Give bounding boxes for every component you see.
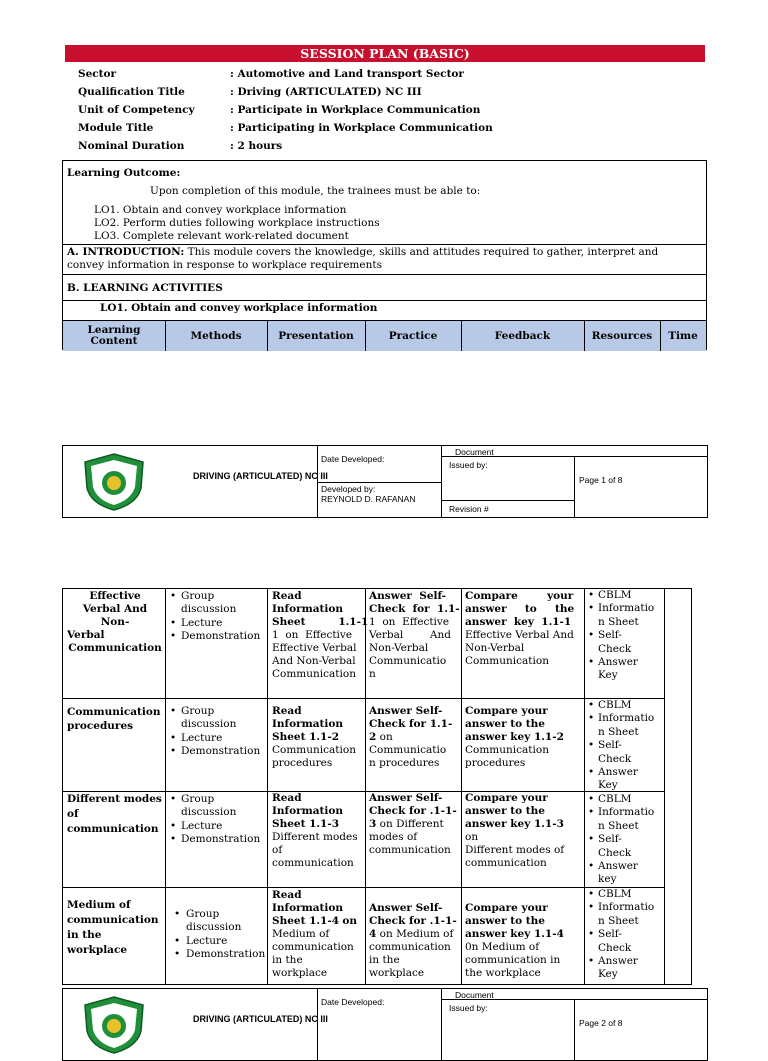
- resource-item: • Informatio: [588, 712, 654, 725]
- cell-line: Non-Verbal: [369, 642, 429, 654]
- cell-line: in the: [369, 954, 400, 966]
- resource-item: n Sheet: [598, 914, 639, 927]
- divider: [63, 300, 706, 301]
- cell-line: Different modes: [272, 831, 358, 843]
- resource-item: Check: [598, 941, 632, 954]
- col-practice: Practice: [388, 329, 438, 342]
- cell-line: answer to the: [465, 603, 575, 615]
- footer-document: Document: [455, 447, 494, 457]
- resource-item: • CBLM: [588, 699, 654, 712]
- cell-line: on Different: [379, 818, 444, 830]
- cell-line: Information: [272, 603, 343, 615]
- feedback-cell: [465, 705, 581, 770]
- col-methods: Methods: [190, 329, 242, 342]
- learning-content-cell: [67, 792, 163, 837]
- method-item: • Demonstration: [170, 948, 265, 961]
- method-item: discussion: [181, 603, 237, 616]
- cell-line: communication: [272, 857, 354, 869]
- method-item: • Demonstration: [170, 630, 260, 643]
- footer-qualification: DRIVING (ARTICULATED) NC III: [193, 1014, 328, 1024]
- cell-line: 0n Medium of: [465, 941, 540, 953]
- method-item: • Group: [170, 908, 265, 921]
- cell-line: Verbal: [67, 629, 105, 641]
- cell-line: Sheet 1.1-2: [272, 731, 340, 743]
- practice-cell: [369, 590, 459, 681]
- cell-line: Answer Self-: [369, 590, 447, 602]
- cell-line: Sheet 1.1-3: [272, 818, 340, 830]
- method-item: • Group: [170, 590, 260, 603]
- cell-line: answer to the: [465, 805, 545, 817]
- cell-line: Communication: [465, 655, 549, 667]
- footer-divider: [441, 500, 574, 501]
- meta-label: Sector: [78, 68, 117, 80]
- learning-content-cell: [67, 590, 163, 655]
- meta-module: [78, 120, 698, 137]
- learning-content-cell: [67, 898, 163, 958]
- resource-item: Key: [598, 669, 618, 682]
- method-item: discussion: [186, 921, 242, 934]
- col-presentation: Presentation: [278, 329, 354, 342]
- cell-line: Effective Verbal And: [465, 629, 574, 641]
- learning-content-cell: [67, 705, 163, 733]
- method-item: • Lecture: [170, 820, 260, 833]
- table-header-row: [63, 320, 706, 351]
- cell-line: answer key 1.1-4: [465, 928, 564, 940]
- row-divider: [63, 887, 665, 888]
- cell-line: Communication: [465, 744, 549, 756]
- cell-line: Check for 1.1-: [369, 603, 460, 615]
- col-resources: Resources: [591, 329, 653, 342]
- cell-line: procedures: [465, 757, 526, 769]
- cell-line: Answer Self-: [369, 792, 443, 804]
- cell-line: Verbal And: [369, 629, 451, 641]
- cell-line: Different modes: [67, 793, 162, 805]
- resource-item: • Self-: [588, 833, 654, 846]
- row-divider: [63, 698, 665, 699]
- methods-cell: [170, 908, 265, 962]
- learning-outcome-item: LO2. Perform duties following workplace instructions: [94, 217, 380, 229]
- cell-line: Check for .1-1-: [369, 915, 457, 927]
- resource-item: Check: [598, 642, 632, 655]
- resource-item: Check: [598, 752, 632, 765]
- resources-cell: [588, 888, 654, 982]
- cell-line: communication: [272, 941, 354, 953]
- page-footer-1: [62, 445, 708, 518]
- learning-outcome-heading: Learning Outcome:: [67, 167, 181, 179]
- footer-developer: REYNOLD D. RAFANAN: [321, 494, 416, 504]
- page-footer-2: [62, 988, 708, 1061]
- feedback-cell: [465, 792, 581, 870]
- cell-line: 1 on Effective: [369, 616, 450, 628]
- school-logo-icon: [81, 452, 147, 512]
- cell-line: Medium of: [272, 928, 330, 940]
- introduction-label: A. INTRODUCTION:: [67, 246, 185, 258]
- col-learning-content: [63, 321, 165, 351]
- col-label: Content: [90, 335, 138, 347]
- cell-line: 4: [369, 928, 377, 940]
- learning-outcome-intro: Upon completion of this module, the trainees must be able to:: [150, 185, 481, 197]
- resource-item: • Answer: [588, 955, 654, 968]
- meta-value: : Participating in Workplace Communication: [230, 122, 493, 134]
- introduction-line: This module covers the knowledge, skills and attitudes required to gather, interpret and: [187, 246, 659, 258]
- divider: [63, 244, 706, 245]
- column-divider: [365, 589, 366, 984]
- cell-line: 2: [369, 731, 377, 743]
- resource-item: • Answer: [588, 656, 654, 669]
- meta-value: : Participate in Workplace Communication: [230, 104, 481, 116]
- method-item: • Demonstration: [170, 833, 260, 846]
- cell-line: Read: [272, 889, 302, 901]
- cell-line: in the: [67, 929, 102, 941]
- resource-item: • CBLM: [588, 793, 654, 806]
- column-divider: [664, 589, 665, 984]
- resources-cell: [588, 793, 654, 887]
- meta-unit: [78, 102, 698, 119]
- cell-line: Sheet 1.1-4: [272, 915, 340, 927]
- cell-line: Information: [272, 805, 343, 817]
- footer-divider: [574, 456, 575, 517]
- cell-line: of: [67, 808, 79, 820]
- footer-page-number: Page 1 of 8: [579, 475, 623, 485]
- cell-line: on Medium of: [379, 928, 454, 940]
- cell-line: communication: [369, 941, 451, 953]
- meta-value: : Driving (ARTICULATED) NC III: [230, 86, 422, 98]
- resource-item: • CBLM: [588, 589, 654, 602]
- presentation-cell: [272, 705, 362, 770]
- cell-line: Information: [272, 718, 343, 730]
- cell-line: answer to the: [465, 915, 545, 927]
- resource-item: • Informatio: [588, 602, 654, 615]
- cell-line: modes of: [369, 831, 418, 843]
- resource-item: n Sheet: [598, 615, 639, 628]
- cell-line: of: [272, 844, 283, 856]
- learning-outcome-item: LO3. Complete relevant work-related document: [94, 230, 349, 242]
- resources-cell: [588, 589, 654, 683]
- meta-value: : Automotive and Land transport Sector: [230, 68, 464, 80]
- methods-cell: [170, 705, 260, 759]
- method-item: • Group: [170, 705, 260, 718]
- footer-date-developed: Date Developed:: [321, 997, 385, 1007]
- cell-line: Compare your: [465, 902, 548, 914]
- introduction: [67, 246, 701, 272]
- cell-line: communication in: [465, 954, 561, 966]
- cell-line: Effective Verbal: [272, 642, 357, 654]
- method-item: • Lecture: [170, 935, 265, 948]
- practice-cell: [369, 705, 459, 770]
- learning-activities-heading: B. LEARNING ACTIVITIES: [67, 282, 223, 294]
- resource-item: Key: [598, 779, 618, 792]
- cell-line: Read: [272, 792, 302, 804]
- cell-line: Compare your: [465, 792, 548, 804]
- cell-line: Compare your: [465, 590, 574, 602]
- resource-item: • Informatio: [588, 901, 654, 914]
- cell-line: Sheet 1.1-1: [272, 616, 369, 628]
- footer-date-developed: Date Developed:: [321, 454, 385, 464]
- cell-line: communication: [369, 844, 451, 856]
- cell-line: answer to the: [465, 718, 545, 730]
- cell-line: on: [379, 731, 393, 743]
- resource-item: • Answer: [588, 860, 654, 873]
- method-item: • Lecture: [170, 617, 260, 630]
- footer-divider: [574, 999, 575, 1060]
- presentation-cell: [272, 590, 369, 681]
- cell-line: on: [465, 831, 479, 843]
- cell-line: Communication: [272, 744, 356, 756]
- column-divider: [267, 589, 268, 984]
- meta-label: Module Title: [78, 122, 154, 134]
- method-item: • Lecture: [170, 732, 260, 745]
- cell-line: Answer Self-: [369, 902, 443, 914]
- cell-line: answer key 1.1-1: [465, 616, 572, 628]
- footer-page-number: Page 2 of 8: [579, 1018, 623, 1028]
- resource-item: • Answer: [588, 766, 654, 779]
- footer-revision: Revision #: [449, 504, 489, 514]
- cell-line: Communication: [67, 706, 161, 718]
- practice-cell: [369, 902, 463, 980]
- col-time: Time: [668, 329, 698, 342]
- footer-divider: [317, 989, 318, 1060]
- column-divider: [584, 589, 585, 984]
- cell-line: Different modes of: [465, 844, 565, 856]
- footer-issued-by: Issued by:: [449, 1003, 488, 1013]
- cell-line: Communication: [68, 642, 162, 654]
- cell-line: 1 on Effective: [272, 629, 353, 641]
- learning-outcome-box: [62, 160, 707, 350]
- cell-line: procedures: [67, 720, 134, 732]
- col-feedback: Feedback: [494, 329, 551, 342]
- resource-item: • Self-: [588, 739, 654, 752]
- meta-duration: [78, 138, 698, 155]
- cell-line: Check for 1.1-: [369, 718, 453, 730]
- cell-line: Effective: [89, 590, 141, 602]
- school-logo-icon: [81, 995, 147, 1055]
- resource-item: • CBLM: [588, 888, 654, 901]
- cell-line: the workplace: [465, 967, 541, 979]
- cell-line: Read: [272, 705, 302, 717]
- lo1-heading: LO1. Obtain and convey workplace information: [100, 302, 378, 314]
- cell-line: Check for .1-1-: [369, 805, 457, 817]
- activities-table: [62, 588, 692, 985]
- meta-value: : 2 hours: [230, 140, 283, 152]
- resource-item: • Self-: [588, 928, 654, 941]
- cell-line: workplace: [369, 967, 425, 979]
- cell-line: on: [342, 915, 357, 927]
- footer-document: Document: [455, 990, 494, 1000]
- meta-label: Unit of Competency: [78, 104, 195, 116]
- cell-line: 3: [369, 818, 377, 830]
- method-item: • Group: [170, 793, 260, 806]
- cell-line: communication: [67, 914, 159, 926]
- footer-developed-by: Developed by:: [321, 484, 376, 494]
- feedback-cell: [465, 902, 581, 980]
- cell-line: Compare your: [465, 705, 548, 717]
- cell-line: And Non-Verbal: [272, 655, 356, 667]
- feedback-cell: [465, 590, 581, 668]
- footer-qualification: DRIVING (ARTICULATED) NC III: [193, 471, 328, 481]
- cell-line: Communicatio: [369, 655, 447, 667]
- cell-line: Communication: [272, 668, 356, 680]
- cell-line: Verbal And Non-: [82, 603, 148, 628]
- cell-line: Read: [272, 590, 302, 602]
- introduction-line: convey information in response to workplace requirements: [67, 259, 382, 271]
- cell-line: answer key 1.1-3: [465, 818, 564, 830]
- cell-line: in the: [272, 954, 303, 966]
- resource-item: n Sheet: [598, 725, 639, 738]
- cell-line: workplace: [67, 944, 128, 956]
- meta-label: Nominal Duration: [78, 140, 185, 152]
- footer-issued-by: Issued by:: [449, 460, 488, 470]
- presentation-cell: [272, 889, 362, 980]
- methods-cell: [170, 793, 260, 847]
- cell-line: communication: [465, 857, 547, 869]
- resource-item: • Self-: [588, 629, 654, 642]
- practice-cell: [369, 792, 463, 857]
- methods-cell: [170, 590, 260, 644]
- resources-cell: [588, 699, 654, 793]
- meta-qualification: [78, 84, 698, 101]
- col-label: Learning: [87, 324, 141, 336]
- method-item: discussion: [181, 806, 237, 819]
- resource-item: Key: [598, 968, 618, 981]
- cell-line: n: [369, 668, 376, 680]
- resource-item: • Informatio: [588, 806, 654, 819]
- cell-line: workplace: [272, 967, 328, 979]
- method-item: • Demonstration: [170, 745, 260, 758]
- cell-line: communication: [67, 823, 159, 835]
- meta-label: Qualification Title: [78, 86, 185, 98]
- meta-sector: [78, 66, 698, 83]
- session-plan-title: SESSION PLAN (BASIC): [65, 45, 705, 62]
- cell-line: Non-Verbal: [465, 642, 525, 654]
- cell-line: Medium of: [67, 899, 131, 911]
- cell-line: n procedures: [369, 757, 440, 769]
- column-divider: [165, 589, 166, 984]
- presentation-cell: [272, 792, 362, 870]
- cell-line: procedures: [272, 757, 333, 769]
- resource-item: Check: [598, 846, 632, 859]
- divider: [63, 274, 706, 275]
- learning-outcome-item: LO1. Obtain and convey workplace information: [94, 204, 347, 216]
- method-item: discussion: [181, 718, 237, 731]
- resource-item: n Sheet: [598, 819, 639, 832]
- resource-item: key: [598, 873, 617, 886]
- footer-divider: [317, 482, 441, 483]
- cell-line: Communicatio: [369, 744, 447, 756]
- cell-line: Information: [272, 902, 343, 914]
- cell-line: Answer Self-: [369, 705, 443, 717]
- cell-line: answer key 1.1-2: [465, 731, 564, 743]
